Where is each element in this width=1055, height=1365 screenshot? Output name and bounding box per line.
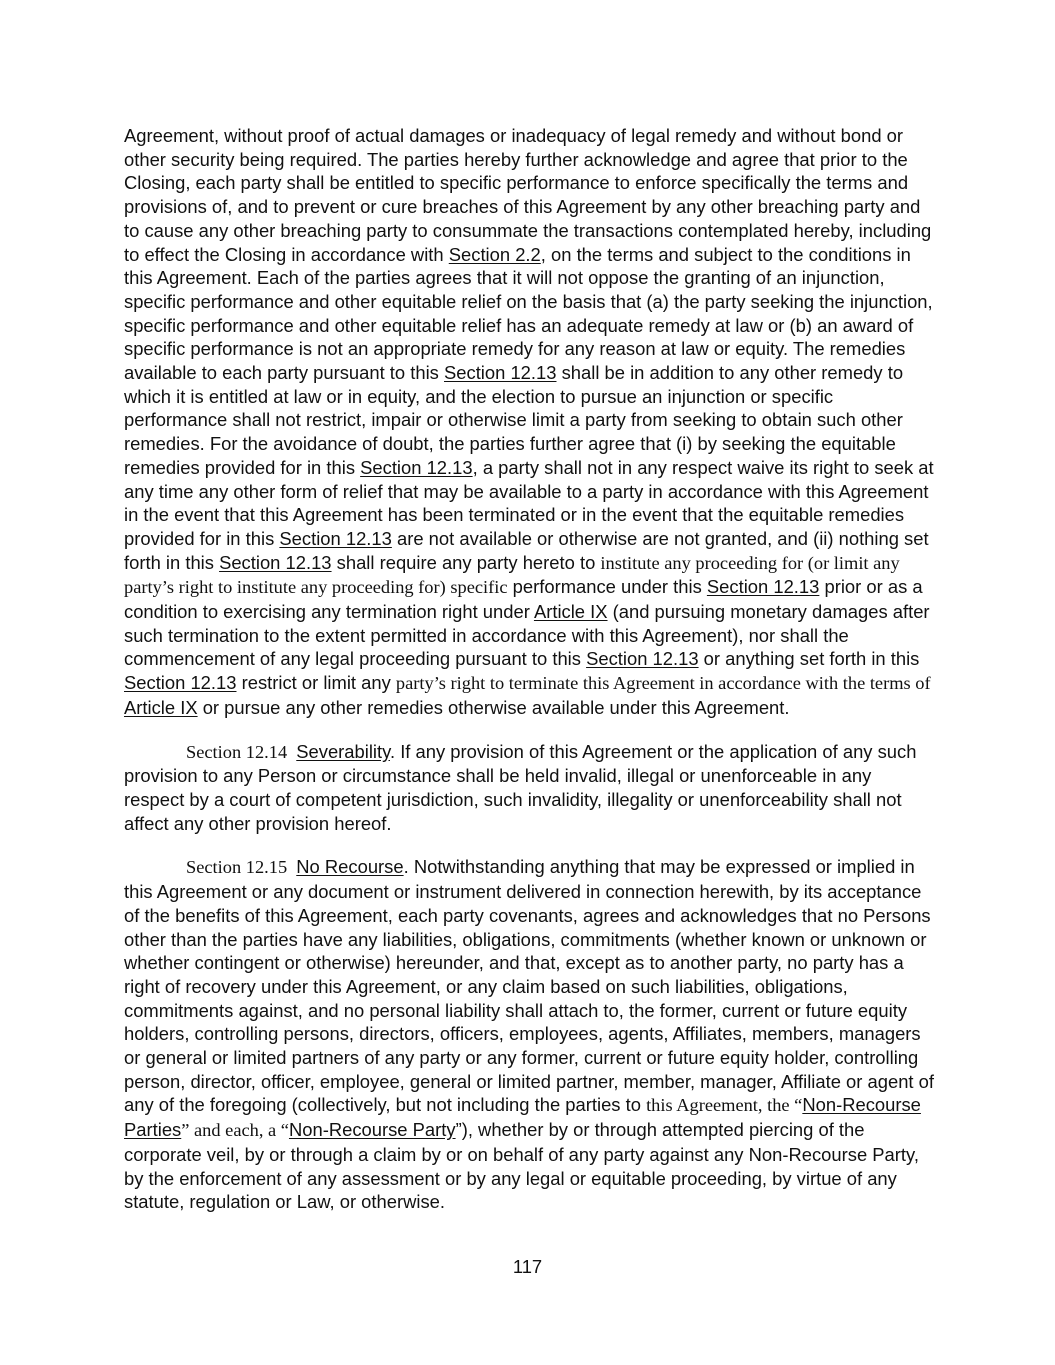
section-heading: Severability xyxy=(296,740,390,762)
text-run-serif: ” and each, a “ xyxy=(181,1120,289,1141)
text-run: or anything set forth in this xyxy=(698,648,920,670)
text-run-serif: this Agreement, the “ xyxy=(646,1095,803,1116)
text-run: , a party shall not in any respect waive its right to seek at any time any other form of relief that may be available to a party in accordance with this Agreement in the event that this Agreement has been terminated or in the event that the equitable remedies provided for in this xyxy=(124,456,934,549)
text-run: shall require any party hereto to xyxy=(331,551,601,573)
text-run: are not available or otherwise are not granted, and (ii) nothing set forth in this xyxy=(124,527,929,573)
cross-reference-section-12-13: Section 12.13 xyxy=(360,456,473,478)
section-body: . Notwithstanding anything that may be expressed or implied in this Agreement or any document or instrument delivered in connection herewith, by its acceptance of the benefits of this Agreement, each party covenants, agrees and acknowledges that no Persons other than the parties have any liabilities, obligations, commitments (whether known or unknown or whether contingent or otherwise) hereunder, and that, except as to another party, no party has a right of recovery under this Agreement, or any claim based on such liabilities, obligations, commitments against, and no personal liability shall attach to, the former, current or future equity holders, controlling persons, directors, officers, employees, agents, Affiliates, members, managers or general or limited partners of any party or any former, current or future equity holder, controlling person, director, officer, employee, general or limited partner, member, manager, Affiliate or agent of any of the foregoing (collectively, but not including the parties to xyxy=(124,856,934,1116)
text-run-serif: institute any proceeding for (or limit any party’s right to institute any proceeding for) specific xyxy=(124,552,900,598)
text-run: shall be in addition to any other remedy to which it is entitled at law or in equity, and the election to pursue an injunction or specific performance shall not restrict, impair or otherwise limit a party from seeking to obtain such other remedies. For the avoidance of doubt, the parties further agree that (i) by seeking the equitable remedies provided for in this xyxy=(124,362,904,478)
text-run: ”), whether by or through attempted piercing of the corporate veil, by or through a claim by or on behalf of any party against any Non-Recourse Party, by the enforcement of any assessment or by any legal or equitable proceeding, by virtue of any statute, regulation or Law, or otherwise. xyxy=(124,1119,919,1213)
cross-reference-section-12-13: Section 12.13 xyxy=(444,362,557,384)
cross-reference-section-2-2: Section 2.2 xyxy=(448,243,541,265)
section-body: . If any provision of this Agreement or the application of any such provision to any Person or circumstance shall be held invalid, illegal or unenforceable in any respect by a court of competent jurisdiction, such invalidity, illegality or unenforceability shall not affect any other provision hereof. xyxy=(124,740,917,834)
cross-reference-section-12-13: Section 12.13 xyxy=(586,648,699,670)
cross-reference-section-12-13: Section 12.13 xyxy=(219,551,332,573)
text-run: Agreement, without proof of actual damages or inadequacy of legal remedy and without bond or other security being required. The parties hereby further acknowledge and agree that prior to the Closing, each party shall be entitled to specific performance to enforce specifically the terms and provisions of, and to prevent or cure breaches of this Agreement by any other breaching party and to cause any other breaching party to consummate the transactions contemplated hereby, including to effect the Closing in accordance with xyxy=(124,125,932,265)
cross-reference-section-12-13: Section 12.13 xyxy=(706,576,820,598)
section-12-14-severability xyxy=(124,740,936,836)
document-body xyxy=(124,124,936,1214)
cross-reference-article-ix: Article IX xyxy=(124,696,198,718)
section-number: Section 12.14 xyxy=(186,741,288,762)
cross-reference-article-ix: Article IX xyxy=(533,601,608,623)
defined-term-non-recourse-party: Non-Recourse Party xyxy=(288,1119,456,1141)
cross-reference-section-12-13: Section 12.13 xyxy=(124,672,237,694)
defined-term-non-recourse-parties: Non-Recourse Parties xyxy=(124,1094,921,1141)
text-run: prior or as a condition to exercising any termination right under xyxy=(124,576,923,623)
page-number: 117 xyxy=(512,1256,543,1277)
section-heading: No Recourse xyxy=(296,856,404,878)
text-run: (and pursuing monetary damages after such termination to the extent permitted in accordance with this Agreement), nor shall the commencement of any legal proceeding pursuant to this xyxy=(124,601,930,670)
text-run: , on the terms and subject to the conditions in this Agreement. Each of the parties agrees that it will not oppose the granting of an injunction, specific performance and other equitable relief on the basis that (a) the party seeking the injunction, specific performance and other equitable relief has an adequate remedy at law or (b) an award of specific performance is not an appropriate remedy for any reason at law or equity. The remedies available to each party pursuant to this xyxy=(124,243,933,384)
text-run: performance under this xyxy=(507,576,707,598)
cross-reference-section-12-13: Section 12.13 xyxy=(279,527,392,549)
text-run-serif: party’s right to terminate this Agreement in accordance with the terms of xyxy=(395,673,931,694)
section-12-15-no-recourse xyxy=(124,855,936,1214)
paragraph-specific-performance xyxy=(124,124,936,720)
text-run: or pursue any other remedies otherwise available under this Agreement. xyxy=(197,696,790,718)
text-run: restrict or limit any xyxy=(236,672,396,694)
section-number: Section 12.15 xyxy=(186,857,288,878)
